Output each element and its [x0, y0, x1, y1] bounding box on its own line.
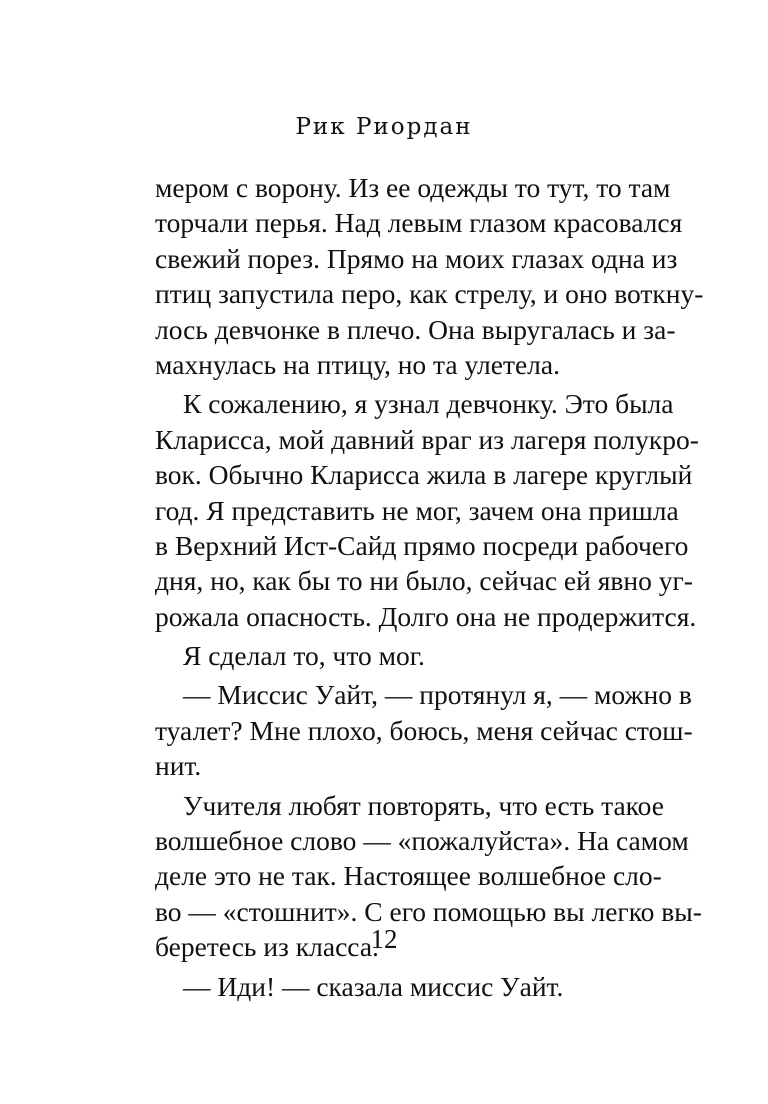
paragraph [155, 386, 699, 634]
text-line: торчали перья. Над левым глазом красовался [155, 207, 683, 239]
text-line: волшебное слово — «пожалуйста». На самом [155, 825, 689, 857]
text-line: в Верхний Ист-Сайд прямо посреди рабочего [155, 529, 689, 561]
text-line: вок. Обычно Кларисса жила в лагере круглый [155, 459, 693, 491]
text-line: Учителя любят повторять, что есть такое [183, 789, 664, 821]
text-line: во — «стошнит». С его помощью вы легко вы- [155, 895, 702, 927]
text-line: — Миссис Уайт, — протянул я, — можно в [183, 679, 692, 711]
text-line: нит. [155, 750, 202, 782]
text-line: свежий порез. Прямо на моих глазах одна из [155, 242, 678, 274]
text-line: мером с ворону. Из ее одежды то тут, то там [155, 172, 671, 203]
text-line: беретесь из класса. [155, 931, 379, 963]
text-line: туалет? Мне плохо, боюсь, меня сейчас стош- [155, 714, 693, 746]
paragraph [155, 969, 615, 1004]
paragraph [155, 677, 693, 783]
running-head-author: Рик Риордан [295, 114, 473, 140]
text-line: год. Я представить не мог, зачем она пришла [155, 494, 679, 526]
text-line: Я сделал то, что мог. [183, 640, 425, 672]
paragraph [155, 170, 704, 382]
page-number: 12 [370, 924, 398, 954]
text-line: лось девчонке в плечо. Она выругалась и за- [155, 313, 676, 345]
text-line: К сожалению, я узнал девчонку. Это была [183, 388, 674, 420]
paragraph [155, 638, 615, 673]
text-line: дня, но, как бы то ни было, сейчас ей явно уг- [155, 565, 693, 597]
text-line: птиц запустила перо, как стрелу, и оно воткну- [155, 278, 704, 310]
body-text [155, 170, 704, 1004]
text-line: деле это не так. Настоящее волшебное сло- [155, 860, 662, 892]
text-line: Кларисса, мой давний враг из лагеря полукро- [155, 423, 699, 455]
text-line: рожала опасность. Долго она не продержится. [155, 600, 697, 632]
text-line: — Иди! — сказала миссис Уайт. [183, 970, 564, 1002]
text-line: махнулась на птицу, но та улетела. [155, 348, 560, 380]
